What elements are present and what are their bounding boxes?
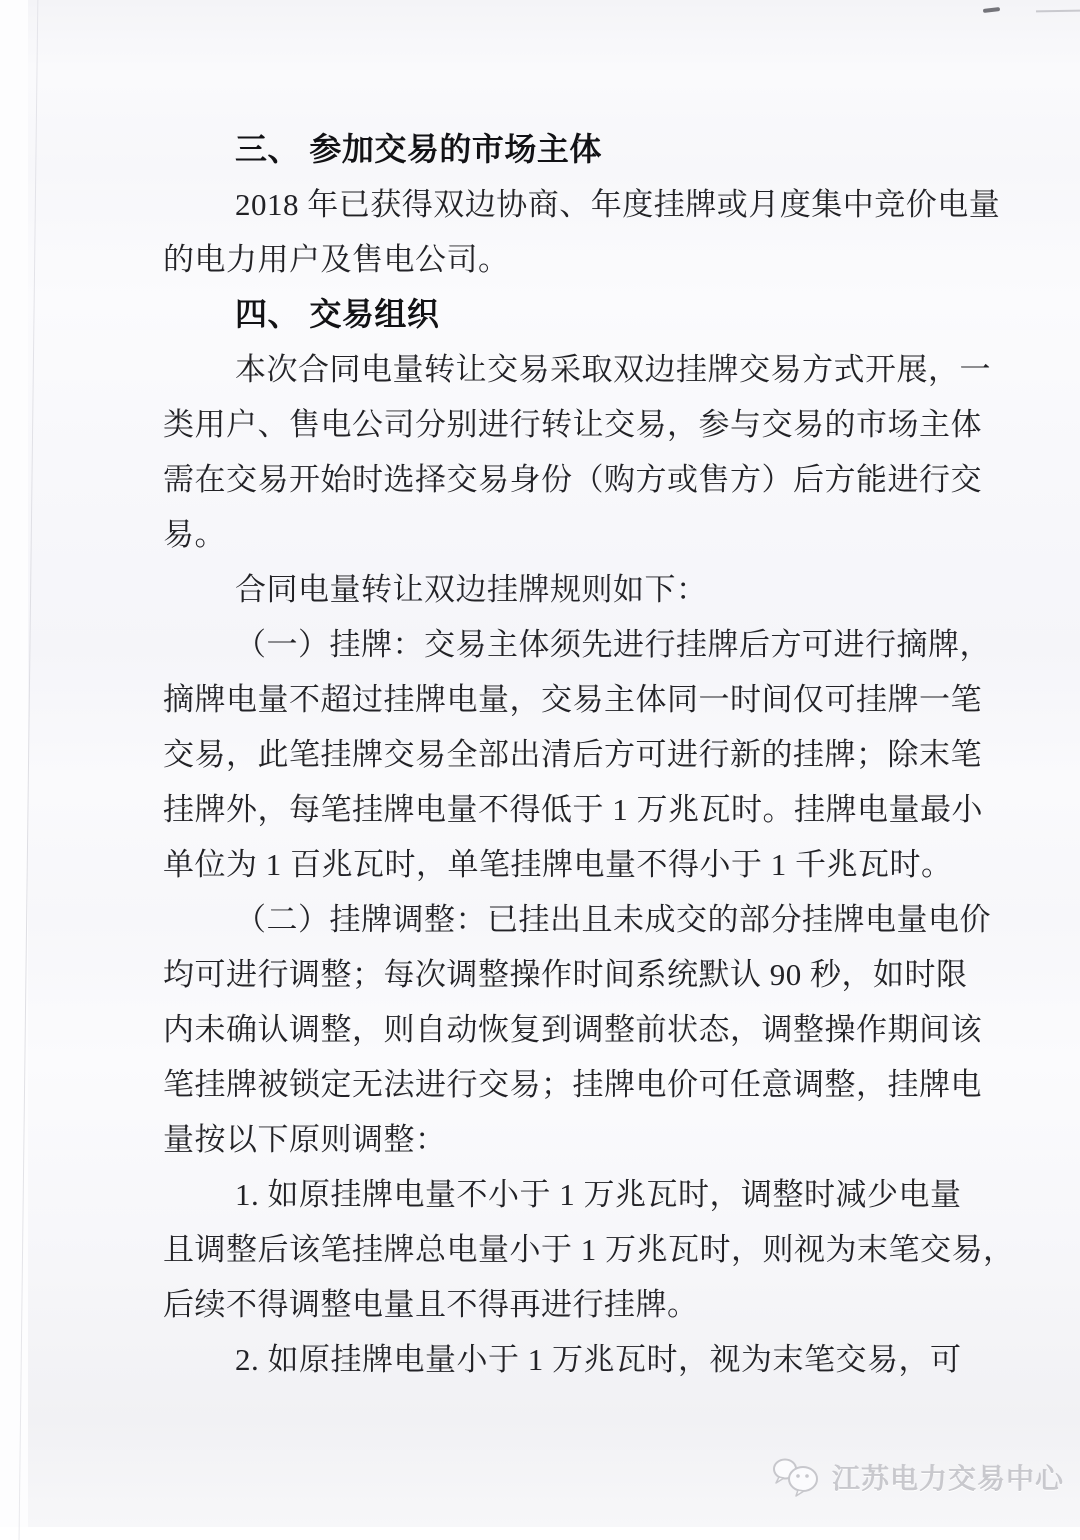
text-line: 本次合同电量转让交易采取双边挂牌交易方式开展，一 bbox=[235, 352, 991, 387]
text-line: 笔挂牌被锁定无法进行交易；挂牌电价可任意调整，挂牌电 bbox=[163, 1067, 982, 1102]
text-line: 后续不得调整电量且不得再进行挂牌。 bbox=[163, 1287, 699, 1322]
watermark bbox=[772, 1455, 1064, 1499]
text-line: 易。 bbox=[163, 517, 226, 552]
text-line: （一）挂牌：交易主体须先进行挂牌后方可进行摘牌， bbox=[235, 627, 991, 662]
scan-artifact-dash bbox=[983, 7, 1000, 13]
text-line: 2018 年已获得双边协商、年度挂牌或月度集中竞价电量 bbox=[235, 187, 1001, 222]
wechat-icon bbox=[772, 1455, 822, 1499]
text-line: 单位为 1 百兆瓦时，单笔挂牌电量不得小于 1 千兆瓦时。 bbox=[163, 847, 953, 882]
text-line: 内未确认调整，则自动恢复到调整前状态，调整操作期间该 bbox=[163, 1012, 982, 1047]
section-heading: 三、 参加交易的市场主体 bbox=[235, 131, 602, 167]
paper-left-strip bbox=[0, 0, 28, 1527]
text-line: （二）挂牌调整：已挂出且未成交的部分挂牌电量电价 bbox=[235, 902, 991, 937]
text-line: 均可进行调整；每次调整操作时间系统默认 90 秒，如时限 bbox=[163, 957, 968, 992]
text-line: 的电力用户及售电公司。 bbox=[163, 242, 510, 277]
section-heading: 四、 交易组织 bbox=[235, 296, 440, 332]
text-line: 合同电量转让双边挂牌规则如下： bbox=[235, 572, 708, 607]
text-line: 量按以下原则调整： bbox=[163, 1122, 447, 1157]
scan-artifact-line bbox=[1036, 10, 1080, 13]
text-line: 挂牌外，每笔挂牌电量不得低于 1 万兆瓦时。挂牌电量最小 bbox=[163, 792, 983, 827]
document-body bbox=[163, 122, 1015, 1387]
text-line: 2. 如原挂牌电量小于 1 万兆瓦时，视为末笔交易，可 bbox=[235, 1342, 962, 1377]
text-line: 需在交易开始时选择交易身份（购方或售方）后方能进行交 bbox=[163, 462, 982, 497]
text-line: 1. 如原挂牌电量不小于 1 万兆瓦时，调整时减少电量 bbox=[235, 1177, 962, 1212]
text-line: 且调整后该笔挂牌总电量小于 1 万兆瓦时，则视为末笔交易， bbox=[163, 1232, 1015, 1267]
text-line: 摘牌电量不超过挂牌电量，交易主体同一时间仅可挂牌一笔 bbox=[163, 682, 982, 717]
watermark-text: 江苏电力交易中心 bbox=[832, 1463, 1065, 1494]
text-line: 类用户、售电公司分别进行转让交易，参与交易的市场主体 bbox=[163, 407, 982, 442]
text-line: 交易，此笔挂牌交易全部出清后方可进行新的挂牌；除末笔 bbox=[163, 737, 982, 772]
